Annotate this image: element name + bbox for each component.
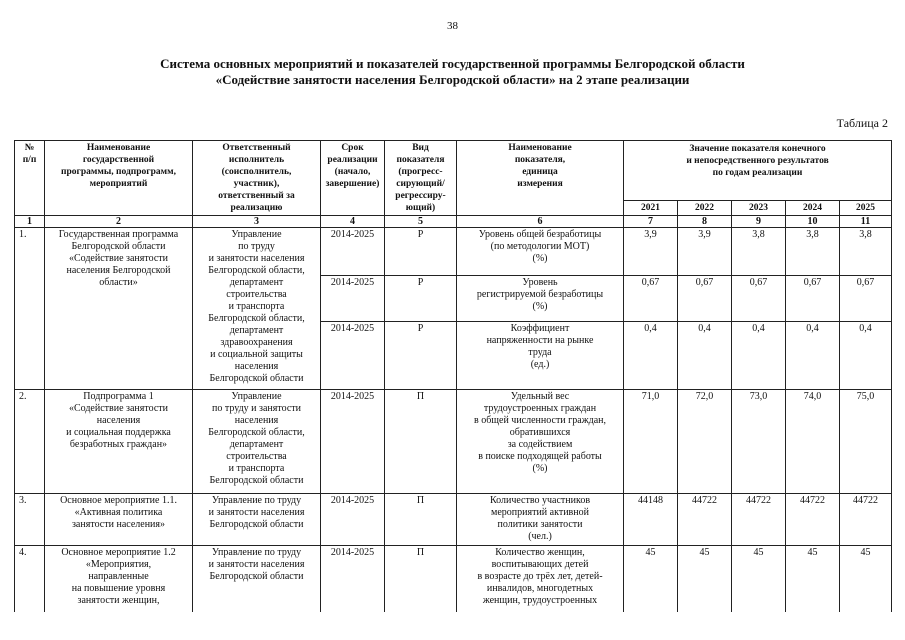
row-value: 45 — [786, 546, 840, 612]
row-indicator: Уровень регистрируемой безработицы (%) — [457, 276, 624, 322]
col-number: 3 — [193, 216, 321, 228]
row-term: 2014-2025 — [321, 546, 385, 612]
col-number: 5 — [385, 216, 457, 228]
row-value: 0,4 — [732, 322, 786, 390]
row-type: П — [385, 494, 457, 546]
row-value: 45 — [624, 546, 678, 612]
row-executor: Управление по труду и занятости населения Белгородской области, департамент строительства и транспорта Белгородской области — [193, 390, 321, 494]
row-value: 0,4 — [786, 322, 840, 390]
indicators-table — [14, 140, 892, 612]
row-value: 73,0 — [732, 390, 786, 494]
header-indicator: Наименование показателя, единица измерения — [457, 141, 624, 216]
row-indicator: Коэффициент напряженности на рынке труда (ед.) — [457, 322, 624, 390]
row-term: 2014-2025 — [321, 228, 385, 276]
header-year: 2021 — [624, 201, 678, 216]
row-value: 0,4 — [624, 322, 678, 390]
row-value: 0,67 — [624, 276, 678, 322]
page-number: 38 — [447, 20, 458, 32]
row-indicator: Уровень общей безработицы (по методологии МОТ) (%) — [457, 228, 624, 276]
table-label: Таблица 2 — [836, 116, 888, 130]
header-type: Вид показателя (прогресс- сирующий/ регрессиру- ющий) — [385, 141, 457, 216]
row-executor: Управление по труду и занятости населения Белгородской области — [193, 494, 321, 546]
header-values: Значение показателя конечного и непосредственного результатов по годам реализации — [624, 141, 892, 201]
col-number: 11 — [840, 216, 892, 228]
row-term: 2014-2025 — [321, 322, 385, 390]
row-executor: Управление по труду и занятости населения Белгородской области — [193, 546, 321, 612]
row-value: 44722 — [840, 494, 892, 546]
table-row — [15, 546, 892, 612]
row-indicator: Удельный вес трудоустроенных граждан в общей численности граждан, обратившихся за содействием в поиске подходящей работы (%) — [457, 390, 624, 494]
header-term: Срок реализации (начало, завершение) — [321, 141, 385, 216]
header-executor: Ответственный исполнитель (соисполнитель, участник), ответственный за реализацию — [193, 141, 321, 216]
row-name: Государственная программа Белгородской области «Содействие занятости населения Белгородской области» — [45, 228, 193, 390]
row-num: 4. — [15, 546, 45, 612]
row-value: 71,0 — [624, 390, 678, 494]
col-number: 10 — [786, 216, 840, 228]
table-row — [15, 228, 892, 276]
row-term: 2014-2025 — [321, 276, 385, 322]
row-num: 1. — [15, 228, 45, 390]
row-value: 45 — [678, 546, 732, 612]
row-term: 2014-2025 — [321, 494, 385, 546]
header-year: 2022 — [678, 201, 732, 216]
row-value: 44722 — [678, 494, 732, 546]
row-type: П — [385, 546, 457, 612]
col-number: 2 — [45, 216, 193, 228]
header-year: 2025 — [840, 201, 892, 216]
header-year: 2024 — [786, 201, 840, 216]
document-title — [0, 56, 905, 88]
row-executor: Управление по труду и занятости населения Белгородской области, департамент строительства и транспорта Белгородской области, департамент здравоохранения и социальной защиты населения Белгородской области — [193, 228, 321, 390]
row-value: 72,0 — [678, 390, 732, 494]
row-num: 2. — [15, 390, 45, 494]
row-value: 44148 — [624, 494, 678, 546]
row-value: 0,4 — [678, 322, 732, 390]
row-value: 75,0 — [840, 390, 892, 494]
row-type: П — [385, 390, 457, 494]
row-num: 3. — [15, 494, 45, 546]
row-value: 44722 — [786, 494, 840, 546]
row-value: 0,4 — [840, 322, 892, 390]
row-type: Р — [385, 276, 457, 322]
header-name: Наименование государственной программы, подпрограмм, мероприятий — [45, 141, 193, 216]
row-type: Р — [385, 322, 457, 390]
header-year: 2023 — [732, 201, 786, 216]
row-value: 44722 — [732, 494, 786, 546]
header-num: № п/п — [15, 141, 45, 216]
table-row — [15, 494, 892, 546]
col-number: 1 — [15, 216, 45, 228]
row-name: Основное мероприятие 1.1. «Активная политика занятости населения» — [45, 494, 193, 546]
col-number: 8 — [678, 216, 732, 228]
col-number: 7 — [624, 216, 678, 228]
row-value: 0,67 — [678, 276, 732, 322]
col-number: 9 — [732, 216, 786, 228]
row-indicator: Количество женщин, воспитывающих детей в возрасте до трёх лет, детей- инвалидов, многодетных женщин, трудоустроенных — [457, 546, 624, 612]
row-value: 0,67 — [840, 276, 892, 322]
row-name: Подпрограмма 1 «Содействие занятости населения и социальная поддержка безработных граждан» — [45, 390, 193, 494]
row-name: Основное мероприятие 1.2 «Мероприятия, направленные на повышение уровня занятости женщин, — [45, 546, 193, 612]
title-line-1: Система основных мероприятий и показателей государственной программы Белгородской области — [160, 56, 745, 71]
row-value: 3,8 — [786, 228, 840, 276]
row-type: Р — [385, 228, 457, 276]
row-value: 45 — [840, 546, 892, 612]
row-value: 3,8 — [840, 228, 892, 276]
row-indicator: Количество участников мероприятий активной политики занятости (чел.) — [457, 494, 624, 546]
col-number: 4 — [321, 216, 385, 228]
row-value: 3,9 — [678, 228, 732, 276]
row-value: 3,9 — [624, 228, 678, 276]
row-value: 74,0 — [786, 390, 840, 494]
row-value: 0,67 — [786, 276, 840, 322]
table-row — [15, 390, 892, 494]
row-value: 45 — [732, 546, 786, 612]
title-line-2: «Содействие занятости населения Белгородской области» на 2 этапе реализации — [215, 72, 690, 87]
col-number: 6 — [457, 216, 624, 228]
row-value: 0,67 — [732, 276, 786, 322]
row-value: 3,8 — [732, 228, 786, 276]
row-term: 2014-2025 — [321, 390, 385, 494]
